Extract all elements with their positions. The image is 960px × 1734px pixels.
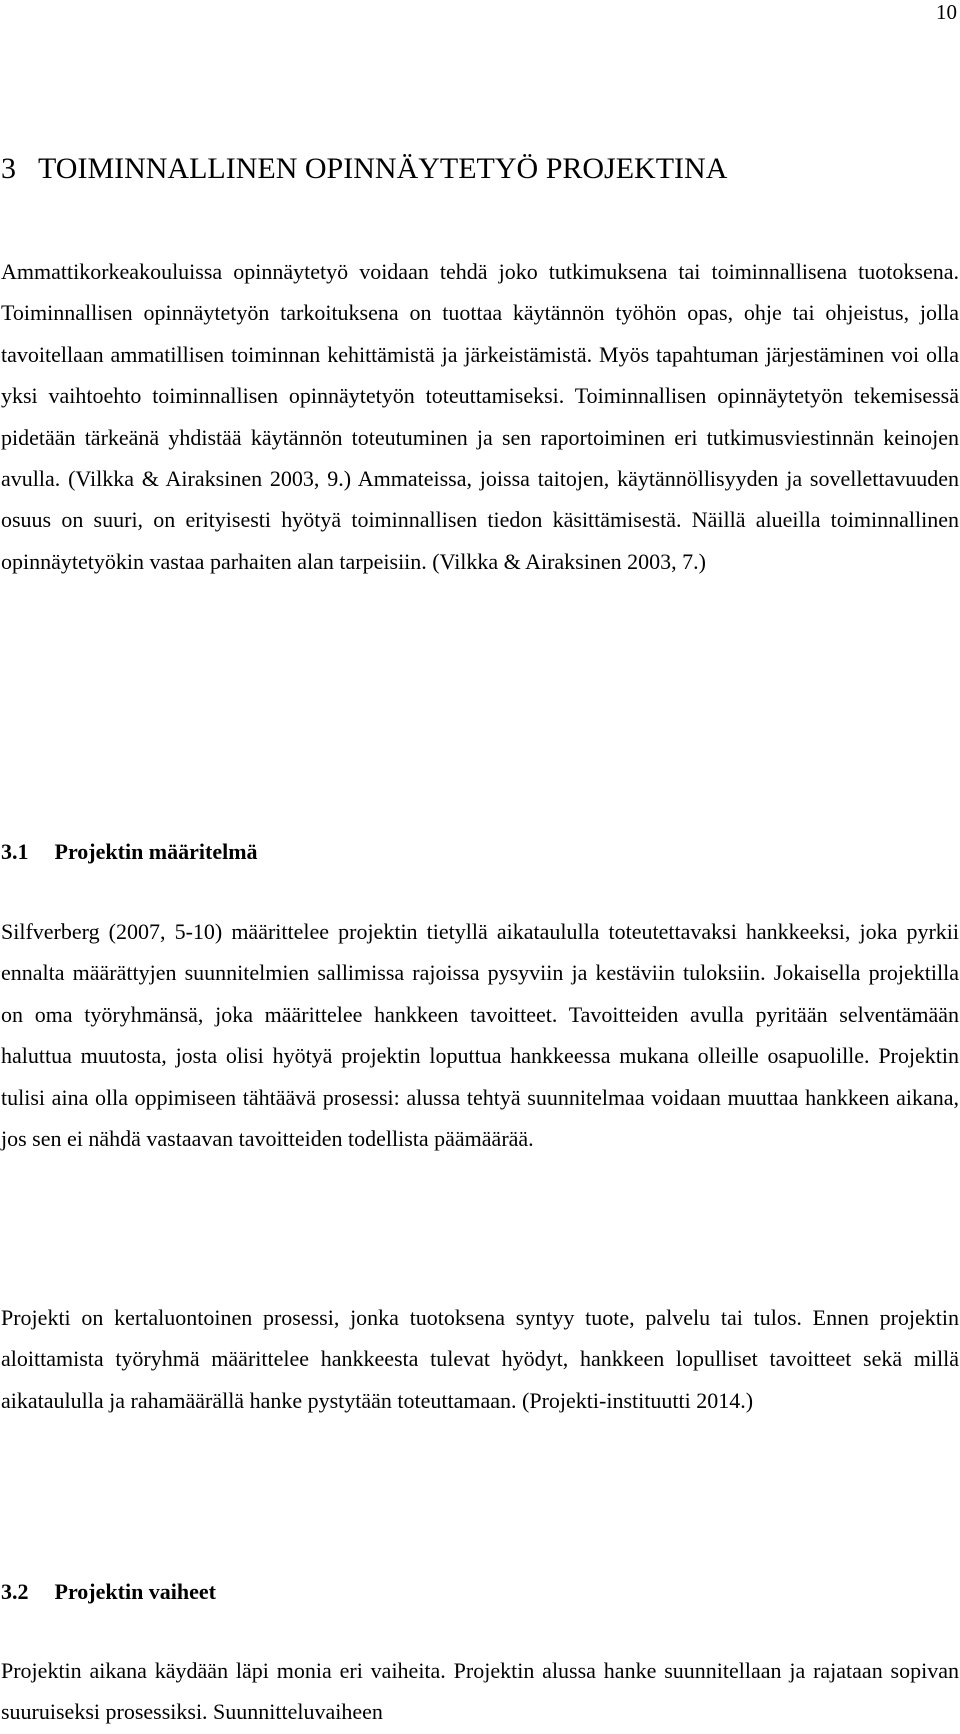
section-heading-3-2 [1,1581,216,1603]
section-3-1-paragraph-1: Silfverberg (2007, 5-10) määrittelee projektin tietyllä aikataululla toteutettavaksi hankkeeksi, joka pyrkii ennalta määrättyjen suunnitelmien sallimissa rajoissa pysyviin ja kestäviin tuloksiin. Jokaisella projektilla on oma työryhmänsä, joka määrittelee hankkeen tavoitteet. Tavoitteiden avulla pyritään selventämään haluttua muutosta, josta olisi hyötyä projektin loputtua hankkeessa mukana olleille osapuolille. Projektin tulisi aina olla oppimiseen tähtäävä prosessi: alussa tehtyä suunnitelmaa voidaan muuttaa hankkeen aikana, jos sen ei nähdä vastaavan tavoitteiden todellista päämäärää. [1,919,959,1152]
chapter-number: 3 [1,152,16,185]
section-3-1-paragraph-2: Projekti on kertaluontoinen prosessi, jonka tuotoksena syntyy tuote, palvelu tai tulos. Ennen projektin aloittamista työryhmä määrittelee hankkeesta tulevat hyödyt, hankkeen lopulliset tavoitteet sekä millä aikataululla ja rahamäärällä hanke pystytään toteuttamaan. (Projekti-instituutti 2014.) [1,1305,959,1413]
section-number: 3.1 [1,839,29,864]
chapter-intro-paragraph: Ammattikorkeakouluissa opinnäytetyö voidaan tehdä joko tutkimuksena tai toiminnallisena tuotoksena. Toiminnallisen opinnäytetyön tarkoituksena on tuottaa käytännön työhön opas, ohje tai ohjeistus, jolla tavoitellaan ammatillisen toiminnan kehittämistä ja järkeistämistä. Myös tapahtuman järjestäminen voi olla yksi vaihtoehto toiminnallisen opinnäytetyön toteuttamiseksi. Toiminnallisen opinnäytetyön tekemisessä pidetään tärkeänä yhdistää käytännön toteutuminen ja sen raportoiminen eri tutkimusviestinnän keinojen avulla. (Vilkka & Airaksinen 2003, 9.) Ammateissa, joissa taitojen, käytännöllisyyden ja sovellettavuuden osuus on suuri, on erityisesti hyötyä toiminnallisen tiedon käsittämisestä. Näillä alueilla toiminnallinen opinnäytetyökin vastaa parhaiten alan tarpeisiin. (Vilkka & Airaksinen 2003, 7.) [1,259,959,574]
section-3-2-paragraph-1: Projektin aikana käydään läpi monia eri vaiheita. Projektin alussa hanke suunnitellaan ja rajataan sopivan suuruiseksi prosessiksi. Suunnitteluvaiheen [1,1658,959,1725]
chapter-title: TOIMINNALLINEN OPINNÄYTETYÖ PROJEKTINA [38,152,728,185]
page-number: 10 [936,0,957,24]
section-number: 3.2 [1,1579,29,1604]
chapter-heading [1,154,727,184]
section-title: Projektin vaiheet [54,1579,217,1604]
section-heading-3-1 [1,841,258,863]
section-title: Projektin määritelmä [54,839,258,864]
